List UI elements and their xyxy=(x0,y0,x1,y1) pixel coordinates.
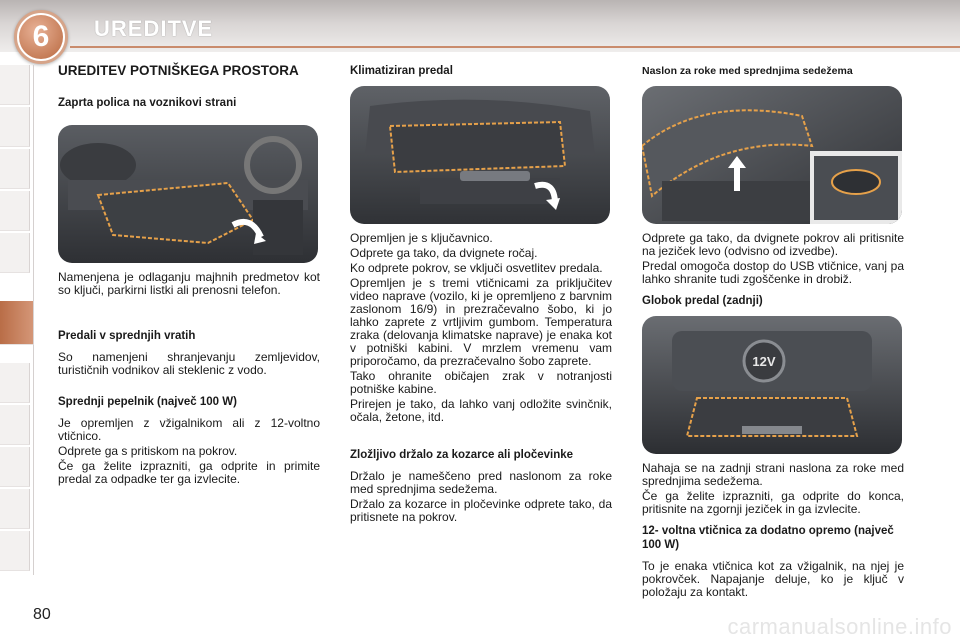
chapter-tab-9[interactable] xyxy=(0,447,30,487)
column-middle xyxy=(350,64,612,526)
heading-cup-holder: Zložljivo držalo za kozarce ali pločevinke xyxy=(350,449,574,461)
chapter-tabs xyxy=(0,65,34,575)
heading-drivers-shelf: Zaprta polica na voznikovi strani xyxy=(58,97,237,109)
chapter-tab-3[interactable] xyxy=(0,149,30,189)
glovebox-illustration xyxy=(350,86,610,224)
drivers-shelf-text: Namenjena je odlaganju majhnih predmetov kot so ključi, parkirni listki ali prenosni telefon. xyxy=(58,270,320,297)
armrest-text-1: Odprete ga tako, da dvignete pokrov ali pritisnite na jeziček levo (odvisno od izvedbe). xyxy=(642,231,904,258)
chapter-tab-10[interactable] xyxy=(0,489,30,529)
column-left xyxy=(58,64,320,488)
page-number: 80 xyxy=(33,606,51,623)
glovebox-text-4: Opremljen je s tremi vtičnicami za priključitev video naprave (vozilo, ki je opremljeno z barvnim zaslonom 16/9) in prezračevalno šobo, ki jo lahko zaprete z vrtljivim gumbom. Temperatura zraka (delovanja klimatske naprave) je enaka kot v potniški kabini. V mrzlem vremenu vam priporočamo, da prezračevalno šobo zaprete. xyxy=(350,276,612,368)
cup-holder-text-2: Držalo za kozarce in pločevinke odprete tako, da pritisnete na pokrov. xyxy=(350,497,612,524)
chapter-tab-7[interactable] xyxy=(0,363,30,403)
heading-armrest: Naslon za roke med sprednjima sedežema xyxy=(642,65,853,77)
deep-storage-illustration xyxy=(642,316,902,454)
glovebox-text-5: Tako ohranite običajen zrak v notranjosti potniške kabine. xyxy=(350,369,612,396)
heading-door-pockets: Predali v sprednjih vratih xyxy=(58,330,196,342)
deep-storage-photo xyxy=(642,316,902,454)
chapter-badge xyxy=(14,10,68,64)
glovebox-text-2: Odprete ga tako, da dvignete ročaj. xyxy=(350,246,538,260)
drivers-shelf-illustration xyxy=(58,125,318,263)
chapter-tab-6-active[interactable] xyxy=(0,301,34,345)
front-ashtray-text-2: Odprete ga s pritiskom na pokrov. xyxy=(58,444,238,458)
header-rule xyxy=(70,46,960,48)
chapter-tab-5[interactable] xyxy=(0,233,30,273)
section-title: UREDITEV POTNIŠKEGA PROSTORA xyxy=(58,63,299,78)
chapter-tab-11[interactable] xyxy=(0,531,30,571)
front-ashtray-text-3: Če ga želite izprazniti, ga odprite in primite predal za odpadke ter ga izvlecite. xyxy=(58,459,320,486)
chapter-tab-2[interactable] xyxy=(0,107,30,147)
drivers-shelf-photo xyxy=(58,125,318,263)
heading-12v-socket: 12- voltna vtičnica za dodatno opremo (največ 100 W) xyxy=(642,525,894,551)
watermark: carmanualsonline.info xyxy=(727,614,952,639)
deep-storage-text-2: Če ga želite izprazniti, ga odprite do konca, pritisnite na zgornji jeziček in ga izvlecite. xyxy=(642,489,904,516)
armrest-photo xyxy=(642,86,902,224)
front-ashtray-text-1: Je opremljen z vžigalnikom ali z 12-voltno vtičnico. xyxy=(58,416,320,443)
heading-cooled-glovebox: Klimatiziran predal xyxy=(350,65,453,77)
cup-holder-text-1: Držalo je nameščeno pred naslonom za roke med sprednjima sedežema. xyxy=(350,469,612,496)
12v-socket-text: To je enaka vtičnica kot za vžigalnik, na njej je pokrovček. Napajanje deluje, ko je ključ v položaju za kontakt. xyxy=(642,559,904,599)
deep-storage-text-1: Nahaja se na zadnji strani naslona za roke med sprednjima sedežema. xyxy=(642,461,904,488)
chapter-title: UREDITVE xyxy=(94,16,214,41)
socket-label: 12V xyxy=(752,354,776,369)
chapter-tab-4[interactable] xyxy=(0,191,30,231)
chapter-number: 6 xyxy=(19,15,63,59)
heading-deep-storage: Globok predal (zadnji) xyxy=(642,295,763,307)
chapter-tab-8[interactable] xyxy=(0,405,30,445)
armrest-text-2: Predal omogoča dostop do USB vtičnice, vanj pa lahko shranite tudi zgoščenke in drobiž. xyxy=(642,259,904,286)
glovebox-text-1: Opremljen je s ključavnico. xyxy=(350,231,493,245)
glovebox-text-3: Ko odprete pokrov, se vključi osvetlitev predala. xyxy=(350,261,603,275)
heading-front-ashtray: Sprednji pepelnik (največ 100 W) xyxy=(58,396,237,408)
chapter-tab-1[interactable] xyxy=(0,65,30,105)
door-pockets-text: So namenjeni shranjevanju zemljevidov, turističnih vodnikov ali steklenic z vodo. xyxy=(58,350,320,377)
armrest-illustration xyxy=(642,86,902,224)
column-right xyxy=(642,64,904,601)
glovebox-photo xyxy=(350,86,610,224)
glovebox-text-6: Prirejen je tako, da lahko vanj odložite svinčnik, očala, žetone, itd. xyxy=(350,397,612,424)
